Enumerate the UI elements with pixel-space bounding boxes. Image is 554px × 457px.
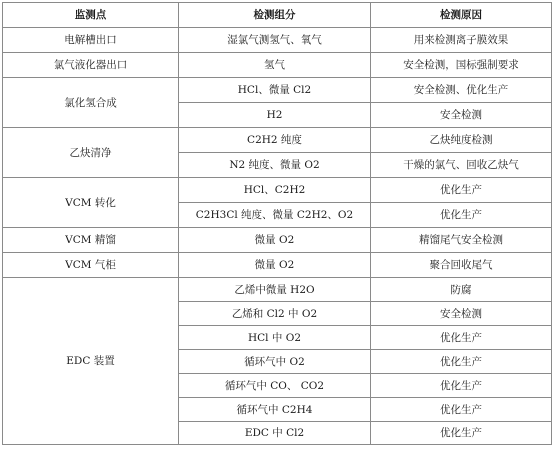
component-cell: 乙烯和 Cl2 中 O2 [179, 302, 371, 326]
reason-cell: 优化生产 [371, 203, 552, 228]
reason-cell: 乙炔纯度检测 [371, 128, 552, 153]
table-row [3, 78, 552, 103]
reason-cell: 用来检测离子膜效果 [371, 28, 552, 53]
header-row [3, 3, 552, 28]
component-cell: HCl 中 O2 [179, 326, 371, 350]
monitoring-point-cell: EDC 装置 [3, 278, 179, 445]
header-monitoring-point: 监测点 [3, 3, 179, 28]
reason-cell: 安全检测，国标强制要求 [371, 53, 552, 78]
table-row [3, 278, 552, 302]
reason-cell: 优化生产 [371, 350, 552, 374]
monitoring-point-cell: VCM 气柜 [3, 253, 179, 278]
reason-cell: 安全检测 [371, 103, 552, 128]
monitoring-point-cell: 氯化氢合成 [3, 78, 179, 128]
monitoring-point-cell: 电解槽出口 [3, 28, 179, 53]
component-cell: HCl、微量 Cl2 [179, 78, 371, 103]
table-row [3, 53, 552, 78]
table-row [3, 28, 552, 53]
table-container [2, 2, 552, 445]
reason-cell: 优化生产 [371, 326, 552, 350]
reason-cell: 安全检测、优化生产 [371, 78, 552, 103]
component-cell: 微量 O2 [179, 253, 371, 278]
component-cell: EDC 中 Cl2 [179, 422, 371, 445]
reason-cell: 干燥的氯气、回收乙炔气 [371, 153, 552, 178]
component-cell: C2H3Cl 纯度、微量 C2H2、O2 [179, 203, 371, 228]
component-cell: 湿氯气测氢气、氧气 [179, 28, 371, 53]
monitoring-point-cell: 氯气液化器出口 [3, 53, 179, 78]
reason-cell: 防腐 [371, 278, 552, 302]
component-cell: 循环气中 O2 [179, 350, 371, 374]
table-row [3, 253, 552, 278]
table-row [3, 128, 552, 153]
component-cell: N2 纯度、微量 O2 [179, 153, 371, 178]
component-cell: H2 [179, 103, 371, 128]
component-cell: C2H2 纯度 [179, 128, 371, 153]
monitoring-point-cell: VCM 转化 [3, 178, 179, 228]
component-cell: 乙烯中微量 H2O [179, 278, 371, 302]
reason-cell: 优化生产 [371, 398, 552, 422]
reason-cell: 优化生产 [371, 422, 552, 445]
reason-cell: 优化生产 [371, 374, 552, 398]
component-cell: 氢气 [179, 53, 371, 78]
table-row [3, 178, 552, 203]
reason-cell: 聚合回收尾气 [371, 253, 552, 278]
reason-cell: 安全检测 [371, 302, 552, 326]
table-row [3, 228, 552, 253]
header-detection-reason: 检测原因 [371, 3, 552, 28]
component-cell: HCl、C2H2 [179, 178, 371, 203]
monitoring-table [2, 2, 552, 445]
reason-cell: 优化生产 [371, 178, 552, 203]
monitoring-point-cell: 乙炔清净 [3, 128, 179, 178]
reason-cell: 精馏尾气安全检测 [371, 228, 552, 253]
header-detection-component: 检测组分 [179, 3, 371, 28]
monitoring-point-cell: VCM 精馏 [3, 228, 179, 253]
component-cell: 微量 O2 [179, 228, 371, 253]
component-cell: 循环气中 CO、 CO2 [179, 374, 371, 398]
component-cell: 循环气中 C2H4 [179, 398, 371, 422]
